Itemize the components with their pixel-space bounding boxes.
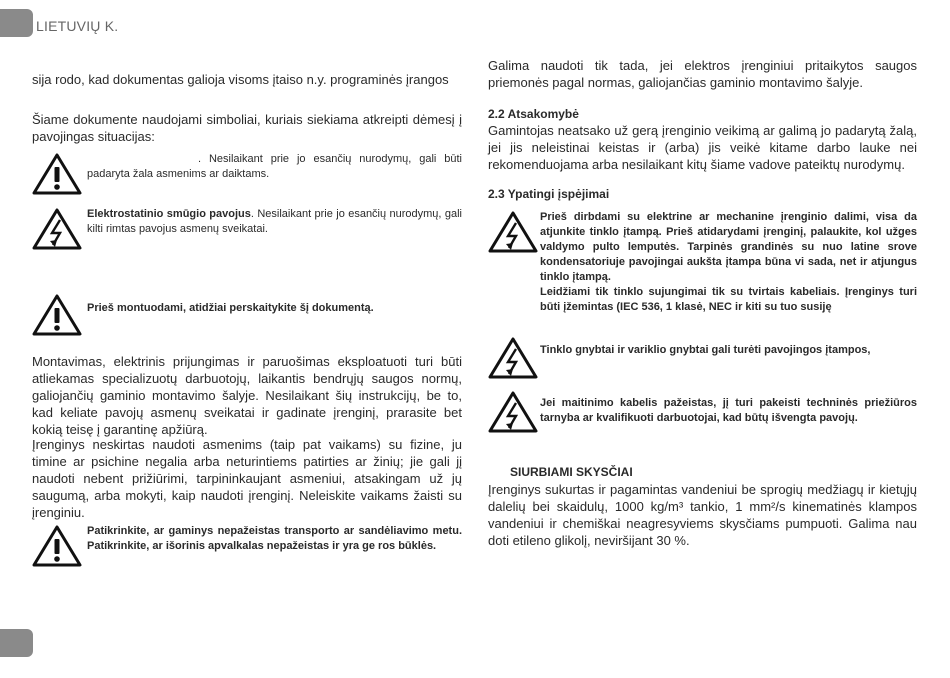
electric-warning-block [32, 207, 462, 253]
language-label: LIETUVIŲ K. [36, 18, 119, 34]
electric-shock-warning-icon [488, 390, 538, 434]
page-tab-top [0, 9, 33, 37]
general-warning-text: . Nesilaikant prie jo esančių nurodymų, gali būti padaryta žala asmenims ar daiktams. [87, 153, 462, 180]
disconnect-warning-block [488, 210, 917, 320]
page-tab-bottom [0, 629, 33, 657]
exclamation-warning-icon [32, 152, 82, 196]
responsibility-text: Gamintojas neatsako už gerą įrenginio veikimą ar galimą jo padarytą žalą, jei jis neleistinai keistas ir (arba) jis veikė kitame darbo lauke nei rekomenduojama arba nesilaikant kitų šiame vadove pateiktų nurodymų. [488, 123, 917, 172]
electric-warning-text [87, 207, 462, 237]
disconnect-warning-paragraph: Prieš dirbdami su elektrine ar mechanine įrenginio dalimi, visa da atjunkite tinklo įtampą. Prieš atidarydami įrenginį, palaukite, kol užges valdymo pulto lemputės. Tarpinės grandinės su nuo latine srove kondensatoriuje pavojingai aukšta įtampa būna vi sada, net ir atjungus tinklo įtampą. [540, 211, 917, 283]
usage-restriction-text: Įrenginys neskirtas naudoti asmenims (taip pat vaikams) su fizine, ju timine ar psichine negalia arba neturintiems patirties ar žinių; jie gali jį naudoti nebent prižiūrimi, tarpininkaujant asmeniui, atsakingam už jų saugumą, arba mokyti, kaip naudoti įrenginį. Neleiskite vaikams žaisti su įrenginiu. [32, 437, 462, 520]
safety-measures-text: Galima naudoti tik tada, jei elektros įrenginiui pritaikytos saugos priemonės pagal normas, galiojančias gaminio montavimo šalyje. [488, 58, 917, 90]
terminals-warning-block [488, 336, 917, 382]
general-warning-block [32, 152, 462, 198]
exclamation-warning-icon [32, 524, 82, 568]
section-2-3-heading: 2.3 Ypatingi įspėjimai [488, 187, 610, 201]
terminals-warning-text: Tinklo gnybtai ir variklio gnybtai gali turėti pavojingos įtampos, [540, 344, 871, 356]
read-manual-warning-text: Prieš montuodami, atidžiai perskaitykite šį dokumentą. [87, 302, 374, 314]
cable-warning-block [488, 390, 917, 440]
electric-shock-warning-icon [488, 336, 538, 380]
grounding-warning-paragraph: Leidžiami tik tinklo sujungimai tik su tvirtais kabeliais. Įrenginys turi būti įžemintas (IEC 536, 1 klasė, NEC ir kiti su tuo susiję [540, 286, 917, 313]
section-2-2-heading: 2.2 Atsakomybė [488, 107, 579, 121]
electric-warning-body: . Nesilaikant prie jo esančių nurodymų, gali kilti rimtas pavojus asmenų sveikatai. [87, 208, 462, 235]
pumped-liquids-text: Įrenginys sukurtas ir pagamintas vandeniui be sprogių medžiagų ir kietųjų dalelių bei skaidulų, 1000 kg/m³ tankio, 1 mm²/s kinematinės klampos vandeniui ir chemiškai neagresyviems skysčiams pumpuoti. Galima nau doti etileno glikolį, neviršijant 30 %. [488, 482, 917, 548]
electric-warning-title: Elektrostatinio smūgio pavojus [87, 208, 251, 220]
electric-shock-warning-icon [32, 207, 82, 251]
left-intro-text: sija rodo, kad dokumentas galioja visoms įtaiso n.y. programinės įrangos [32, 72, 449, 87]
installation-text: Montavimas, elektrinis prijungimas ir paruošimas eksploatuoti turi būti atliekamas specializuotų darbuotojų, laikantis bendrųjų saugos normų, galiojančių gaminio montavimo šalyje. Nesilaikant šių instrukcijų, be to, kad keliate pavojų asmenų sveikatai ir gadinate įrenginį, prarasite bet kokią teisę į garantinę apžiūrą. [32, 354, 462, 437]
cable-warning-text: Jei maitinimo kabelis pažeistas, jį turi pakeisti techninės priežiūros tarnyba ar kvalifikuoti darbuotojai, kad būtų išvengta pavojų. [540, 397, 917, 424]
electric-shock-warning-icon [488, 210, 538, 254]
symbols-intro-text: Šiame dokumente naudojami simboliai, kuriais siekiama atkreipti dėmesį į pavojingas situacijas: [32, 112, 462, 144]
disconnect-warning-text [540, 210, 917, 315]
exclamation-warning-icon [32, 293, 82, 337]
transport-warning-block [32, 524, 462, 570]
read-manual-warning-block [32, 293, 462, 339]
transport-warning-text: Patikrinkite, ar gaminys nepažeistas transporto ar sandėliavimo metu. Patikrinkite, ar išorinis apvalkalas nepažeistas ir yra ge ros būklės. [87, 525, 462, 552]
pumped-liquids-heading: SIURBIAMI SKYSČIAI [510, 465, 633, 479]
